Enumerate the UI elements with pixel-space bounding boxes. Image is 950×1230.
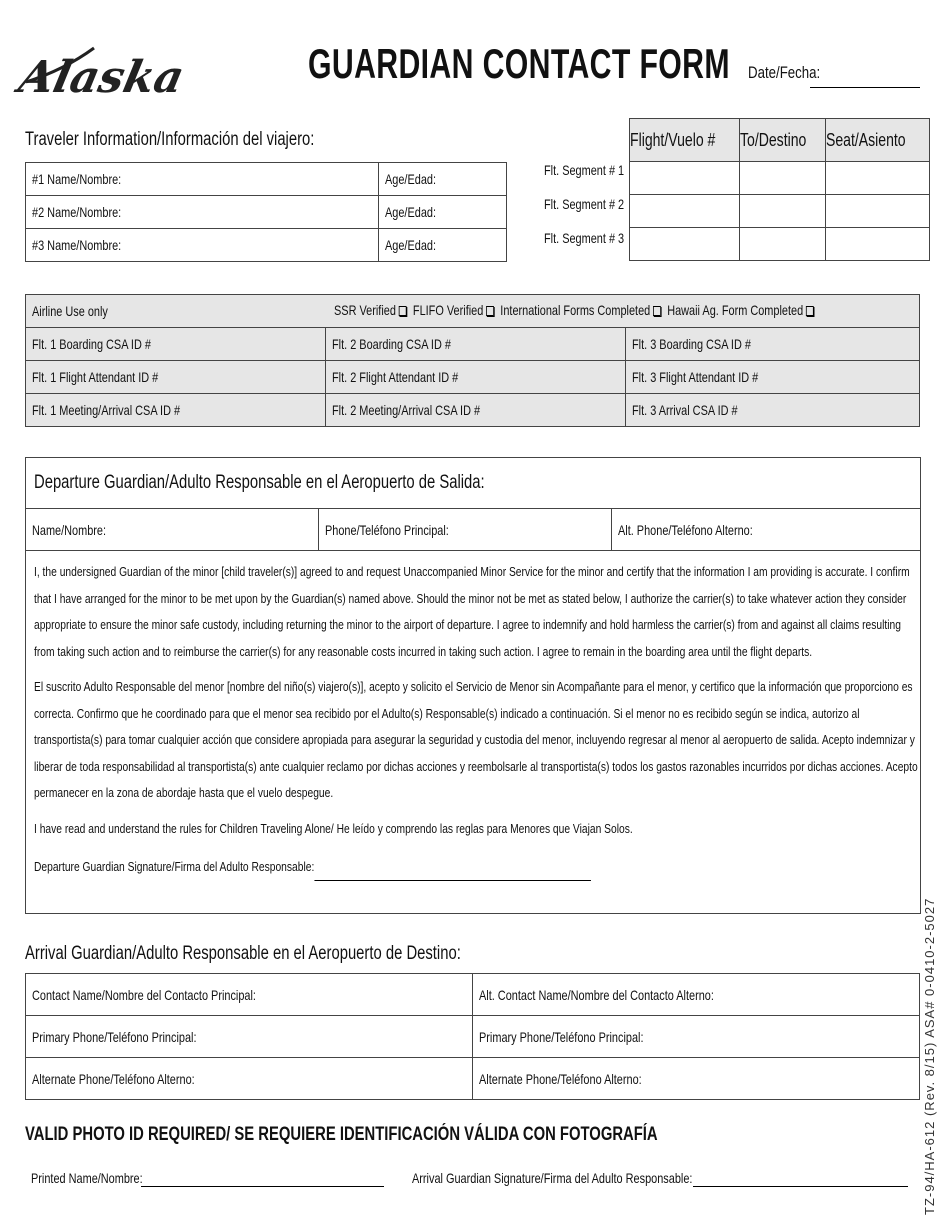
- flight-table: [629, 118, 930, 261]
- col-destination: To/Destino: [740, 119, 826, 162]
- col-seat: Seat/Asiento: [826, 119, 929, 162]
- col-flight: Flight/Vuelo #: [630, 119, 740, 162]
- arrival-field[interactable]: Alt. Contact Name/Nombre del Contacto Alterno:: [473, 974, 920, 1016]
- destination-cell[interactable]: [740, 228, 826, 261]
- arrival-heading: Arrival Guardian/Adulto Responsable en el Aeropuerto de Destino:: [25, 943, 461, 964]
- destination-cell[interactable]: [740, 162, 826, 195]
- arrival-field[interactable]: Alternate Phone/Teléfono Alterno:: [26, 1058, 473, 1100]
- departure-signature-field[interactable]: [314, 866, 590, 881]
- table-header: [630, 119, 930, 162]
- airline-field[interactable]: Flt. 2 Meeting/Arrival CSA ID #: [326, 394, 626, 427]
- segment-label: Flt. Segment # 3: [544, 230, 625, 246]
- arrival-field[interactable]: Primary Phone/Teléfono Principal:: [473, 1016, 920, 1058]
- departure-fields: [26, 509, 920, 551]
- brand-wordmark: Alaska: [14, 51, 189, 103]
- airline-field[interactable]: Flt. 2 Flight Attendant ID #: [326, 361, 626, 394]
- table-row: [630, 162, 930, 195]
- arrival-field[interactable]: Primary Phone/Teléfono Principal:: [26, 1016, 473, 1058]
- departure-signature-label: Departure Guardian Signature/Firma del Adulto Responsable:: [34, 859, 315, 874]
- airline-field[interactable]: Flt. 1 Flight Attendant ID #: [26, 361, 326, 394]
- rules-acknowledgement: I have read and understand the rules for Children Traveling Alone/ He leído y comprendo las reglas para Menores que Viajan Solos.: [34, 820, 633, 836]
- agreement-english: I, the undersigned Guardian of the minor [child traveler(s)] agreed to and request Unaccompanied Minor Service for the minor and certify that the information I am providing is accurate. I confirm that I have arranged for the minor to be met upon by the Guardian(s) named above. Should the minor not be met as stated below, I authorize the carrier(s) to take whatever action they consider appropriate to ensure the minor safe custody, including returning the minor to the airport of departure. I agree to indemnify and hold harmless the carrier(s) from and against all claims resulting from taking such action and to reimburse the carrier(s) for any reasonable costs incurred in taking such action. I agree to remain in the boarding area until the flight departs.: [34, 564, 910, 659]
- traveler-name-field[interactable]: #3 Name/Nombre:: [26, 229, 379, 262]
- destination-cell[interactable]: [740, 195, 826, 228]
- table-row: [26, 196, 507, 229]
- traveler-age-field[interactable]: Age/Edad:: [379, 163, 507, 196]
- departure-name-field[interactable]: Name/Nombre:: [26, 509, 319, 550]
- airline-field[interactable]: Flt. 3 Flight Attendant ID #: [626, 361, 920, 394]
- arrival-signature-field[interactable]: [693, 1186, 908, 1187]
- table-row: [26, 974, 920, 1016]
- table-row: [26, 328, 920, 361]
- seat-cell[interactable]: [826, 228, 929, 261]
- check-ssr[interactable]: SSR Verified FLIFO Verified International Forms Completed Hawaii Ag. Form Completed: [334, 302, 814, 318]
- printed-name-label: Printed Name/Nombre:: [31, 1170, 143, 1186]
- valid-id-notice: VALID PHOTO ID REQUIRED/ SE REQUIERE IDENTIFICACIÓN VÁLIDA CON FOTOGRAFÍA: [25, 1124, 658, 1145]
- airline-field[interactable]: Flt. 1 Meeting/Arrival CSA ID #: [26, 394, 326, 427]
- airline-use-label: Airline Use only: [32, 303, 108, 319]
- date-field[interactable]: [810, 87, 920, 88]
- printed-name-field[interactable]: [141, 1186, 384, 1187]
- agreement-spanish: El suscrito Adulto Responsable del menor [nombre del niño(s) viajero(s)], acepto y solicito el Servicio de Menor sin Acompañante para el menor, y certifico que la información que proporciono es correcta. Confirmo que he coordinado para que el menor sea recibido por el Adulto(s) Responsable(s) indicado a continuación. Si el menor no es recibido según se indica, autorizo al transportista(s) para tomar cualquier acción que considere apropiada para asegurar la seguridad y custodia del menor, incluyendo regresar al menor al aeropuerto de salida. Acepto indemnizar y liberar de toda responsabilidad al transportista(s) ante cualquier reclamo por dichas acciones y reembolsarle al transportista(s) todos los gastos razonables incurridos por dichas acciones. Acepto permanecer en la zona de abordaje hasta que el vuelo despegue.: [34, 679, 918, 800]
- traveler-table: [25, 162, 507, 262]
- airline-use-table: [25, 294, 920, 427]
- traveler-name-field[interactable]: #1 Name/Nombre:: [26, 163, 379, 196]
- flight-cell[interactable]: [630, 228, 740, 261]
- table-row: [26, 1058, 920, 1100]
- table-row: [26, 361, 920, 394]
- airline-use-header: [26, 295, 920, 328]
- departure-section: [25, 457, 921, 914]
- table-row: [26, 163, 507, 196]
- table-row: [630, 195, 930, 228]
- arrival-signature-label: Arrival Guardian Signature/Firma del Adulto Responsable:: [412, 1170, 693, 1186]
- table-row: [26, 295, 920, 328]
- arrival-table: [25, 973, 920, 1100]
- departure-phone-field[interactable]: Phone/Teléfono Principal:: [319, 509, 612, 550]
- airline-field[interactable]: Flt. 2 Boarding CSA ID #: [326, 328, 626, 361]
- traveler-name-field[interactable]: #2 Name/Nombre:: [26, 196, 379, 229]
- arrival-field[interactable]: Contact Name/Nombre del Contacto Principal:: [26, 974, 473, 1016]
- arrival-field[interactable]: Alternate Phone/Teléfono Alterno:: [473, 1058, 920, 1100]
- date-label: Date/Fecha:: [748, 63, 821, 82]
- departure-alt-phone-field[interactable]: Alt. Phone/Teléfono Alterno:: [618, 521, 753, 538]
- airline-field[interactable]: Flt. 1 Boarding CSA ID #: [26, 328, 326, 361]
- traveler-age-field[interactable]: Age/Edad:: [379, 229, 507, 262]
- airline-field[interactable]: Flt. 3 Boarding CSA ID #: [626, 328, 920, 361]
- departure-heading: Departure Guardian/Adulto Responsable en el Aeropuerto de Salida:: [26, 458, 920, 509]
- flight-cell[interactable]: [630, 162, 740, 195]
- table-row: [26, 229, 507, 262]
- seat-cell[interactable]: [826, 195, 929, 228]
- traveler-age-field[interactable]: Age/Edad:: [379, 196, 507, 229]
- table-row: [26, 1016, 920, 1058]
- segment-label: Flt. Segment # 2: [544, 196, 625, 212]
- form-title: GUARDIAN CONTACT FORM: [308, 40, 730, 87]
- seat-cell[interactable]: [826, 162, 929, 195]
- airline-field[interactable]: Flt. 3 Arrival CSA ID #: [626, 394, 920, 427]
- segment-label: Flt. Segment # 1: [544, 162, 625, 178]
- table-row: [26, 394, 920, 427]
- traveler-heading: Traveler Information/Información del viajero:: [25, 129, 315, 150]
- alaska-logo: [14, 40, 189, 112]
- table-row: [630, 228, 930, 261]
- flight-cell[interactable]: [630, 195, 740, 228]
- form-code: TZ-94/HA-612 (Rev. 8/15) ASA# 0-0410-2-5027: [922, 897, 937, 1215]
